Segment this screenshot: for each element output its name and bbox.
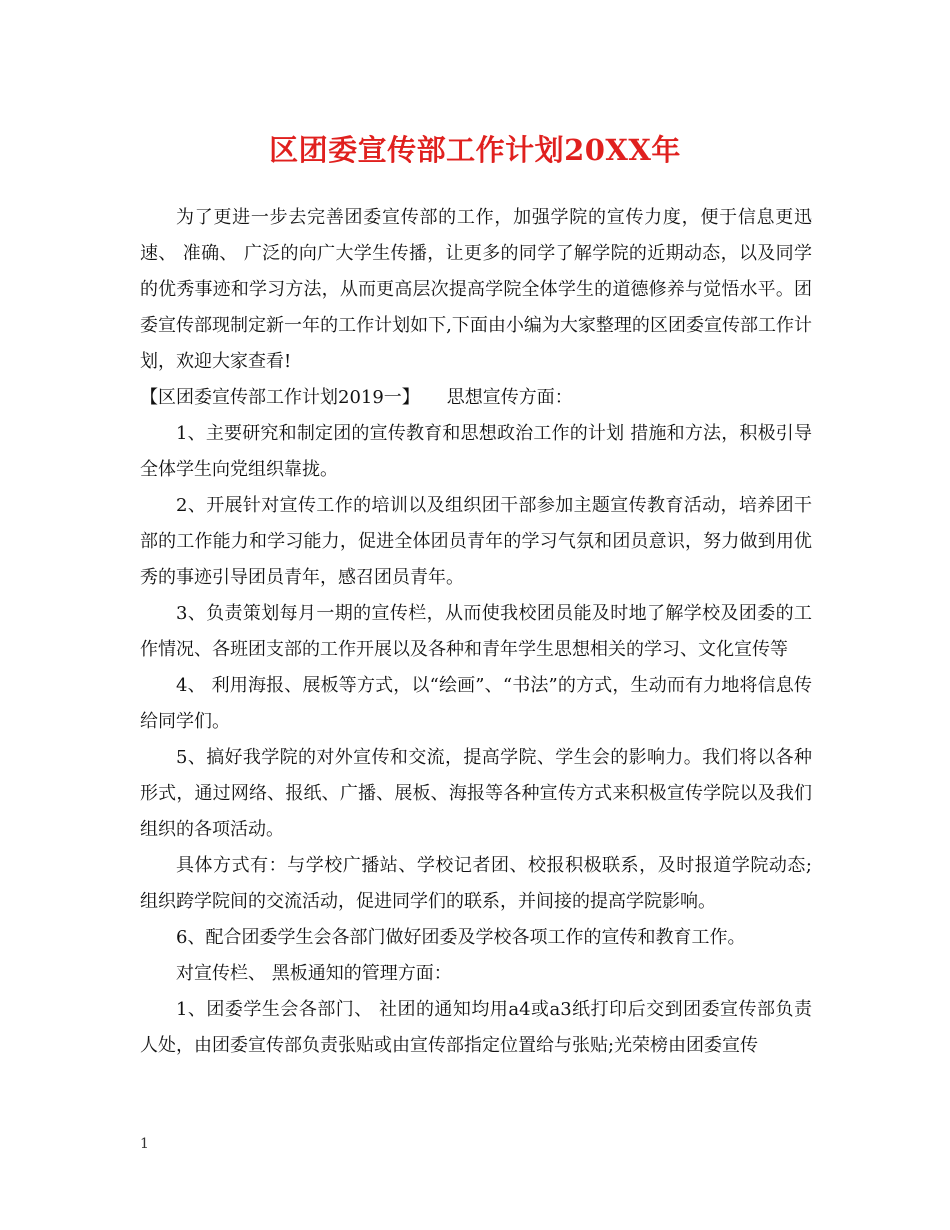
body-paragraph: 2、开展针对宣传工作的培训以及组织团干部参加主题宣传教育活动，培养团干部的工作能力和学习能力，促进全体团员青年的学习气氛和团员意识，努力做到用优秀的事迹引导团员青年，感召团员青年。 [140, 495, 812, 588]
body-paragraph: 4、 利用海报、展板等方式，以“绘画”、“书法”的方式，生动而有力地将信息传给同学们。 [140, 675, 812, 732]
section-heading: 【区团委宣传部工作计划2019一】 思想宣传方面： [140, 387, 573, 408]
body-paragraph: 6、配合团委学生会各部门做好团委及学校各项工作的宣传和教育工作。 [176, 927, 746, 948]
page-title: 区团委宣传部工作计划20XX年 [269, 133, 681, 167]
body-paragraph: 具体方式有：与学校广播站、学校记者团、校报积极联系，及时报道学院动态;组织跨学院间的交流活动，促进同学们的联系，并间接的提高学院影响。 [140, 855, 812, 912]
body-paragraph: 5、搞好我学院的对外宣传和交流，提高学院、学生会的影响力。我们将以各种形式，通过网络、报纸、广播、展板、海报等各种宣传方式来积极宣传学院以及我们组织的各项活动。 [140, 747, 812, 840]
document-body [140, 200, 812, 1064]
body-paragraph: 1、主要研究和制定团的宣传教育和思想政治工作的计划 措施和方法，积极引导全体学生向党组织靠拢。 [140, 423, 812, 480]
subsection-heading: 对宣传栏、 黑板通知的管理方面： [176, 963, 452, 984]
intro-paragraph: 为了更进一步去完善团委宣传部的工作，加强学院的宣传力度，便于信息更迅速、 准确、 广泛的向广大学生传播，让更多的同学了解学院的近期动态，以及同学的优秀事迹和学习方法，从而更高层次提高学院全体学生的道德修养与觉悟水平。团委宣传部现制定新一年的工作计划如下,下面由小编为大家整理的区团委宣传部工作计划，欢迎大家查看! [140, 207, 812, 372]
page-number: 1 [140, 1136, 149, 1152]
body-paragraph: 3、负责策划每月一期的宣传栏，从而使我校团员能及时地了解学校及团委的工作情况、各班团支部的工作开展以及各种和青年学生思想相关的学习、文化宣传等 [140, 603, 812, 660]
body-paragraph: 1、团委学生会各部门、 社团的通知均用a4或a3纸打印后交到团委宣传部负责人处，由团委宣传部负责张贴或由宣传部指定位置给与张贴;光荣榜由团委宣传 [140, 999, 812, 1056]
